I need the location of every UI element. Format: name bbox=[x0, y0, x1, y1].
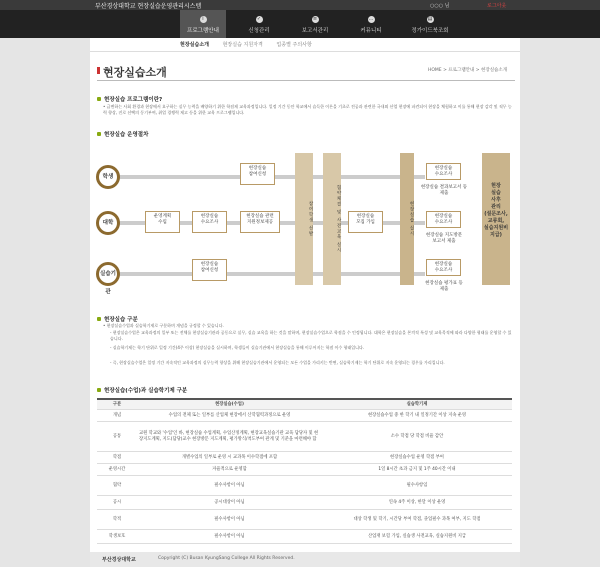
table-cell: 공통 bbox=[97, 421, 137, 451]
table-row bbox=[97, 495, 512, 509]
nav-item-apply[interactable] bbox=[236, 10, 282, 38]
nav-item-program[interactable] bbox=[180, 10, 226, 38]
actor-institution: 실습기관 bbox=[96, 262, 120, 286]
table-cell: 협약 bbox=[97, 475, 137, 495]
breadcrumb: HOME > 프로그램안내 > 현장실습소개 bbox=[428, 68, 508, 73]
document-icon: ≡ bbox=[312, 16, 318, 22]
table-row bbox=[97, 475, 512, 495]
table-cell: 개별수업의 일부로 운영 시 교과목 이수학점에 포함 bbox=[137, 451, 322, 463]
process-diagram bbox=[90, 135, 520, 310]
chat-icon: … bbox=[368, 16, 374, 22]
step-note: 현장실습 지도방문 보고서 제출 bbox=[425, 233, 463, 244]
table-row bbox=[97, 409, 512, 421]
table-cell: 학점 bbox=[97, 451, 137, 463]
step-box: 현장실습 수요조사 bbox=[426, 259, 461, 276]
table-cell: 교원 학교와 '수업'인 바, 현장실습 수업계획, 수업산정계획, 현장교육실습기관 교육 담당자 및 현장지도계획, 지도(담당)교수 현장방문 지도계획, 평가방식/척도부여 관계 및 기준을 마련해야 함 bbox=[137, 421, 322, 451]
nav-label: 커뮤니티 bbox=[360, 28, 382, 34]
table-cell: 대상 학생 및 학기, 시간당 부여 학점, 졸업필수 과목 여부, 지도 학점 bbox=[322, 509, 512, 529]
table-cell: 산업재 보험 가입, 실습생 사전교육, 실습지원비 지급 bbox=[322, 529, 512, 543]
nav-item-community[interactable] bbox=[348, 10, 394, 38]
section-title: 현장실습 구분 bbox=[97, 315, 138, 323]
table-cell: 현장실습수업 운영 학점 부여 bbox=[322, 451, 512, 463]
table-cell: 현장실습수업 중 한 학기 내 일정기간 이상 지속 운영 bbox=[322, 409, 512, 421]
table-cell: 자율적으로 운영함 bbox=[137, 463, 322, 475]
table-cell: 수업의 전체 또는 일부를 산업체 현장에서 산학협력과정으로 운영 bbox=[137, 409, 322, 421]
step-box: 현장실습 참여신청 bbox=[240, 163, 275, 185]
check-icon: ✓ bbox=[256, 16, 262, 22]
step-box: 현장실습 수요조사 bbox=[426, 211, 461, 228]
table-cell: 필수사항이 아님 bbox=[137, 509, 322, 529]
subnav-item-caution[interactable]: 업종별 주의사항 bbox=[276, 42, 312, 48]
table-header bbox=[97, 399, 512, 409]
phase-bar: 협약체결 및 사전교육 실시 bbox=[323, 153, 341, 285]
table-cell: 연속 4주 이상, 한달 이상 운영 bbox=[322, 495, 512, 509]
table-row bbox=[97, 421, 512, 451]
table-cell: 소수 학점 당 학점 비율 감안 bbox=[322, 421, 512, 451]
step-box: 현장실습 모집 가입 bbox=[348, 211, 383, 233]
comparison-table bbox=[97, 398, 512, 544]
table-row bbox=[97, 509, 512, 529]
step-box: 현장실습 수요조사 bbox=[192, 211, 227, 233]
actor-university: 대학 bbox=[96, 211, 120, 235]
footer-logo: 부산경상대학교 bbox=[102, 557, 136, 563]
info-icon: i bbox=[200, 16, 207, 23]
column-header: 실습학기제 bbox=[322, 399, 512, 409]
page-title: 현장실습소개 bbox=[103, 66, 167, 79]
table-cell: 학적 bbox=[97, 509, 137, 529]
section-line: - 현장실습수업은 교육과정의 일부 또는 전체를 현장실습기관과 공동으로 실무, 실습 교육을 하는 것을 말하며, 현장실습수업으로 학점을 수 인정됩니다. 대학은 현장실습을 본격적 특성 및 교육목적에 따라 다양한 형태를 운영할 수 있습니다. bbox=[110, 330, 512, 341]
nav-label: 신청관리 bbox=[248, 28, 270, 34]
table-cell: 1일 8시간 초과 금지 및 1주 40시간 이내 bbox=[322, 463, 512, 475]
divider bbox=[90, 51, 520, 52]
nav-item-report[interactable] bbox=[292, 10, 338, 38]
table-cell: 필수사항이 아님 bbox=[137, 529, 322, 543]
step-note: 현장실습 평가표 등 제출 bbox=[425, 281, 463, 292]
column-header: 현장실습(수업) bbox=[137, 399, 322, 409]
table-row bbox=[97, 451, 512, 463]
step-note: 현장실습 결과보고서 등 제출 bbox=[420, 185, 468, 196]
section-title: 현장실습 운영절차 bbox=[97, 130, 148, 138]
section-line: - 즉, 현장실습수업은 일정 기간 지속적인 교육과정의 실무능력 향상을 위해 현장실습기관에서 운영되는 모든 수업을 가리키는 반면, 실습학기제는 학기 단위로 지속 운영되는 경우를 가리킵니다. bbox=[110, 360, 445, 365]
nav-label: 정가이드북조회 bbox=[411, 28, 449, 34]
phase-bar: 참여학생 선발 bbox=[295, 153, 313, 285]
table-cell: 학생보호 bbox=[97, 529, 137, 543]
table-row bbox=[97, 463, 512, 475]
nav-item-guidebook[interactable] bbox=[404, 10, 456, 38]
step-box: 현장실습 수요조사 bbox=[426, 163, 461, 180]
brand-title: 부산경상대학교 현장실습운영관리시스템 bbox=[95, 3, 202, 10]
book-icon: ▤ bbox=[427, 16, 433, 22]
logout-link[interactable]: 로그아웃 bbox=[487, 3, 507, 9]
title-marker bbox=[97, 67, 100, 74]
section-line: • 현장실습수업과 실습학기제로 구분하며 개념을 규정할 수 있습니다. bbox=[103, 323, 224, 328]
column-header: 구분 bbox=[97, 399, 137, 409]
top-bar bbox=[0, 0, 600, 10]
table-cell: 공시 bbox=[97, 495, 137, 509]
main-nav bbox=[0, 10, 600, 38]
table-cell: 공시대상이 아님 bbox=[137, 495, 322, 509]
step-box: 현장실습 참여신청 bbox=[192, 259, 227, 281]
table-cell: 필수사항이 아님 bbox=[137, 475, 322, 495]
table-cell: 개념 bbox=[97, 409, 137, 421]
nav-label: 보고서관리 bbox=[301, 28, 329, 34]
copyright: Copyright (C) Busan KyungSang College All Rights Reserved. bbox=[158, 556, 295, 561]
section-line: - 실습학기제는 학기 단위로 일정 기간(4주 이상) 현장실습을 실시하며, 학생들이 실습기관에서 현장실습을 통해 이루어지는 학점 이수 형태입니다. bbox=[110, 345, 365, 350]
step-box: 현장실습 관련 지원정보제공 bbox=[240, 211, 280, 233]
nav-label: 프로그램안내 bbox=[187, 28, 219, 34]
section-title: 현장실습 프로그램이란? bbox=[97, 95, 162, 103]
final-stage: 현장 실습 사후 관리 (설문조사, 교류회, 실습지원비 지급) bbox=[482, 153, 510, 285]
section-text: • 급변하는 사회 환경과 현장에서 요구하는 실무 능력을 배양하기 위한 학점제 교육과정입니다. 일정 기간 동안 학교에서 습득한 이론을 기초로 전공과 관련한 국내외 산업 현장에 파견되어 현장을 체험하고 이를 통해 현장 감각 및 직무 능력 향상, 진로 선택의 동기부여, 취업 경쟁력 제고 등을 위한 교육 프로그램입니다. bbox=[103, 104, 512, 115]
table-cell: 필수사항임 bbox=[322, 475, 512, 495]
phase-bar: 현장실습 실시 bbox=[400, 153, 414, 285]
user-name: ○○○ 님 bbox=[430, 3, 450, 9]
table-cell: 운영시간 bbox=[97, 463, 137, 475]
sub-nav bbox=[180, 41, 324, 48]
divider bbox=[97, 80, 515, 81]
table-row bbox=[97, 529, 512, 543]
actor-student: 학생 bbox=[96, 165, 120, 189]
subnav-item-intro[interactable]: 현장실습소개 bbox=[180, 42, 209, 48]
footer bbox=[90, 552, 520, 567]
subnav-item-qualification[interactable]: 현장실습 지원자격 bbox=[222, 42, 263, 48]
step-box: 운영계획 수립 bbox=[145, 211, 180, 233]
section-title: 현장실습(수업)과 실습학기제 구분 bbox=[97, 386, 187, 394]
flow-line bbox=[110, 272, 425, 276]
